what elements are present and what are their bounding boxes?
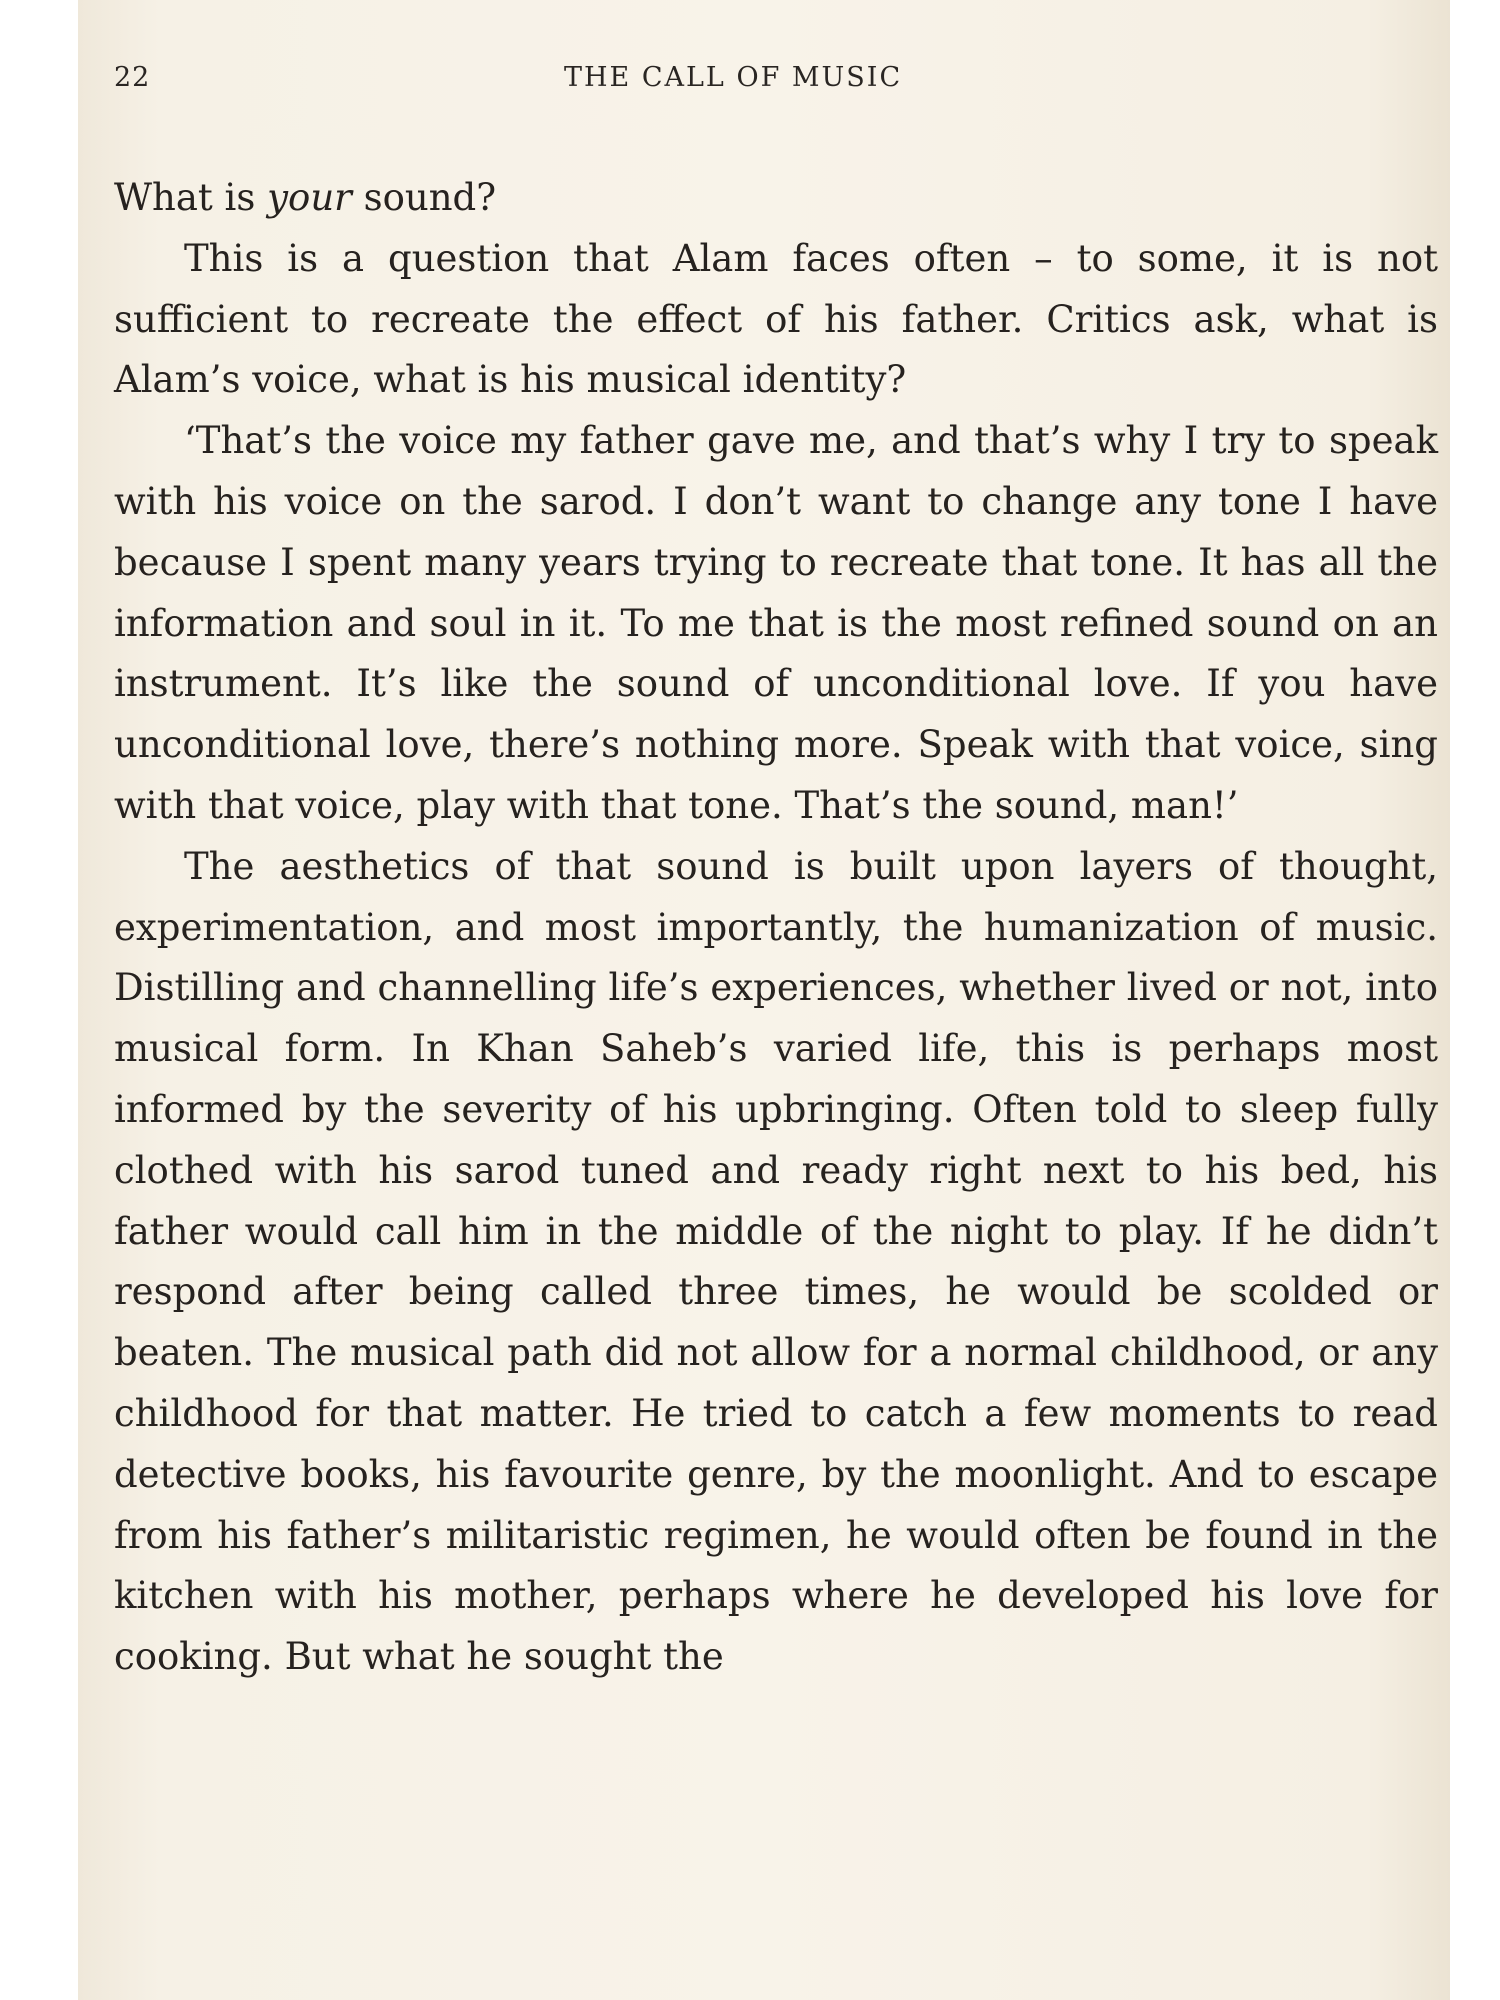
question-tail: sound? bbox=[351, 176, 497, 219]
body-text bbox=[114, 168, 1438, 1688]
paragraph-question bbox=[114, 168, 1438, 229]
paragraph-quote: ‘That’s the voice my father gave me, and that’s why I try to speak with his voice on the sarod. I don’t want to change any tone I have because I spent many years trying to recreate that tone. It has all the information and soul in it. To me that is the most refined sound on an instrument. It’s like the sound of unconditional love. If you have unconditional love, there’s nothing more. Speak with that voice, sing with that voice, play with that tone. That’s the sound, man!’ bbox=[114, 419, 1438, 827]
paragraph-critics: This is a question that Alam faces often – to some, it is not sufficient to recreate the effect of his father. Critics ask, what is Alam’s voice, what is his musical identity? bbox=[114, 236, 1438, 402]
paragraph-aesthetics: The aesthetics of that sound is built upon layers of thought, experimentation, and most importantly, the humanization of music. Distilling and channelling life’s experiences, whether lived or not, into musical form. In Khan Saheb’s varied life, this is perhaps most informed by the severity of his upbringing. Often told to sleep fully clothed with his sarod tuned and ready right next to his bed, his father would call him in the middle of the night to play. If he didn’t respond after being called three times, he would be scolded or beaten. The musical path did not allow for a normal childhood, or any childhood for that matter. He tried to catch a few moments to read detective books, his favourite genre, by the moonlight. And to escape from his father’s militaristic regimen, he would often be found in the kitchen with his mother, perhaps where he developed his love for cooking. But what he sought the bbox=[114, 844, 1438, 1679]
running-title: THE CALL OF MUSIC bbox=[564, 62, 903, 93]
page-header bbox=[114, 62, 1434, 102]
question-emphasis: your bbox=[267, 176, 352, 219]
question-lead: What is bbox=[114, 176, 268, 219]
page-number: 22 bbox=[114, 62, 151, 93]
